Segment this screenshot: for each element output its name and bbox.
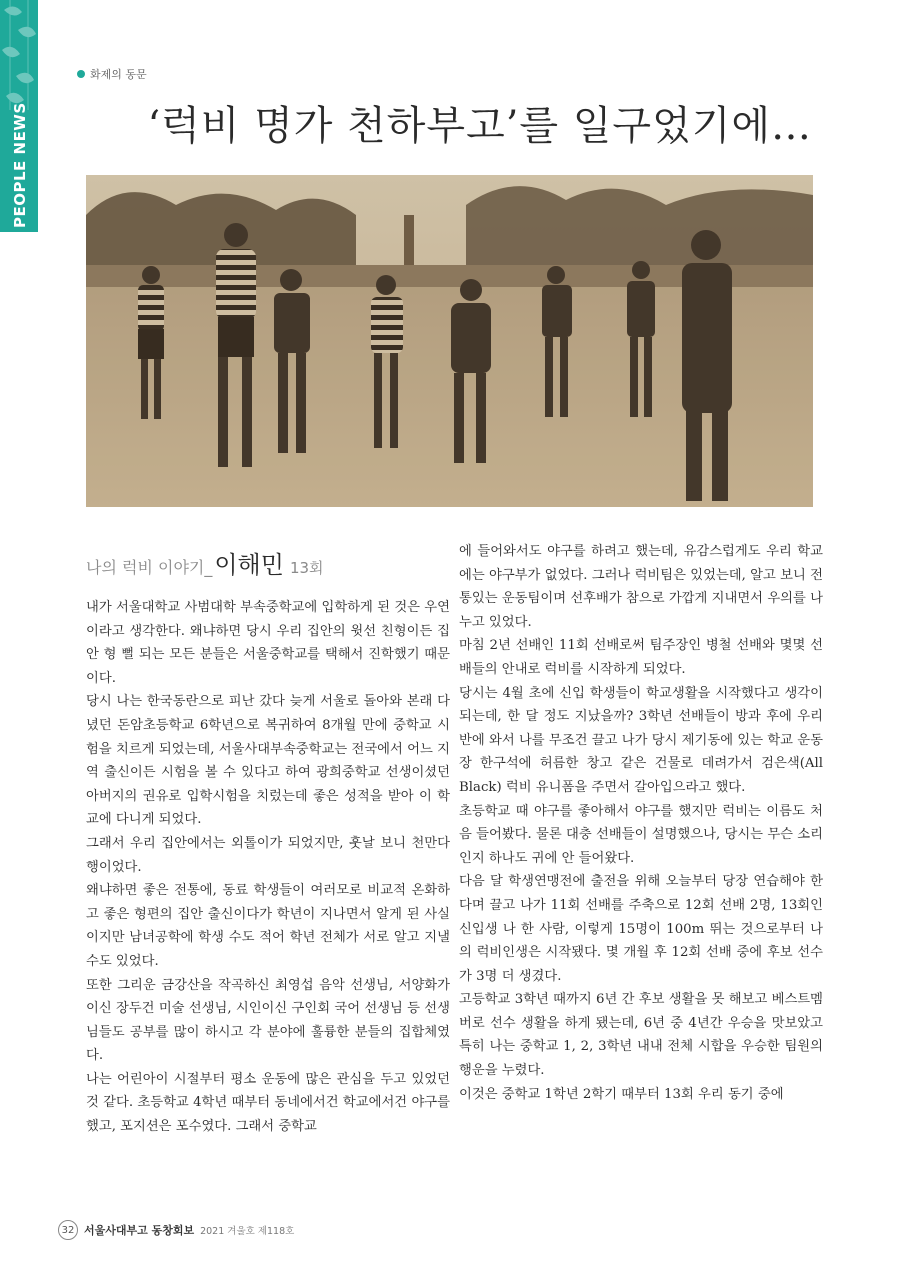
rugby-team-photo — [86, 175, 813, 507]
side-tab — [0, 0, 38, 232]
paragraph: 당시 나는 한국동란으로 피난 갔다 늦게 서울로 돌아와 본래 다녔던 돈암초등학교 6학년으로 복귀하여 8개월 만에 중학교 시험을 치르게 되었는데, 서울사대부속중학교는 전국에서 어느 지역 출신이든 시험을 볼 수 있다고 하여 광희중학교 선생이셨던 아버지의 권유로 입학시험을 치렀는데 좋은 성적을 받아 이 학교에 다니게 되었다. — [86, 694, 450, 828]
section-tag — [77, 66, 147, 82]
paragraph: 또한 그리운 금강산을 작곡하신 최영섭 음악 선생님, 서양화가이신 장두건 미술 선생님, 시인이신 구인회 국어 선생님 등 선생님들도 공부를 많이 하시고 각 분야에 훌륭한 분들의 집합체였다. — [86, 977, 450, 1064]
paragraph: 에 들어와서도 야구를 하려고 했는데, 유감스럽게도 우리 학교에는 야구부가 없었다. 그러나 럭비팀은 있었는데, 알고 보니 전통있는 운동팀이며 선후배가 참으로 가깝게 지내면서 우의를 나누고 있었다. — [459, 544, 823, 630]
bullet-dot-icon — [77, 70, 85, 78]
series-title: 나의 럭비 이야기_ — [86, 558, 213, 577]
headline: ‘럭비 명가 천하부고’를 일구었기에… — [147, 103, 812, 149]
article-column-right — [459, 540, 823, 1106]
author-name: 이해민 — [214, 551, 284, 579]
publication-name: 서울사대부고 동창회보 — [84, 1224, 195, 1237]
paragraph: 나는 어린아이 시절부터 평소 운동에 많은 관심을 두고 있었던 것 같다. 초등학교 4학년 때부터 동네에서건 학교에서건 야구를 했고, 포지션은 포수였다. 그래서 중학교 — [86, 1071, 450, 1135]
paragraph: 마침 2년 선배인 11회 선배로써 팀주장인 병철 선배와 몇몇 선배들의 안내로 럭비를 시작하게 되었다. — [459, 638, 823, 677]
paragraph: 다음 달 학생연맹전에 출전을 위해 오늘부터 당장 연습해야 한다며 끌고 나가 11회 선배를 주축으로 12회 선배 2명, 13회인 신입생 나 한 사람, 이렇게 15명이 100m 뛰는 것으로부터 나의 럭비인생은 시작됐다. 몇 개월 후 12회 선배 중에 후보 선수가 3명 더 생겼다. — [459, 874, 823, 984]
paragraph: 그래서 우리 집안에서는 외톨이가 되었지만, 훗날 보니 천만다행이었다. — [86, 835, 450, 875]
paragraph: 당시는 4월 초에 신입 학생들이 학교생활을 시작했다고 생각이 되는데, 한 달 정도 지났을까? 3학년 선배들이 방과 후에 우리 반에 와서 나를 무조건 끌고 나가 당시 제기동에 있는 학교 운동장 한구석에 허름한 창고 같은 건물로 데려가서 검은색(All Black) 럭비 유니폼을 주면서 갈아입으라고 했다. — [459, 685, 823, 795]
section-label: 화제의 동문 — [90, 68, 147, 81]
page-number: 32 — [58, 1220, 78, 1240]
paragraph: 초등학교 때 야구를 좋아해서 야구를 했지만 럭비는 이름도 처음 들어봤다. 물론 대충 선배들이 설명했으나, 당시는 무슨 소리인지 하나도 귀에 안 들어왔다. — [459, 803, 823, 866]
leaf-pattern-icon — [0, 0, 38, 110]
page-footer — [58, 1220, 294, 1240]
class-year: 13회 — [289, 559, 324, 577]
article-column-left — [86, 596, 450, 1139]
paragraph: 내가 서울대학교 사범대학 부속중학교에 입학하게 된 것은 우연이라고 생각한다. 왜냐하면 당시 우리 집안의 윗선 친형이든 집안 형 뻘 되는 모든 분들은 서울중학교를 택해서 진학했기 때문이다. — [86, 600, 450, 686]
paragraph: 이것은 중학교 1학년 2학기 때부터 13회 우리 동기 중에 — [459, 1086, 784, 1102]
paragraph: 왜냐하면 좋은 전통에, 동료 학생들이 여러모로 비교적 온화하고 좋은 형편의 집안 출신이다가 학년이 지나면서 알게 된 사실이지만 남녀공학에 학생 수도 적어 학년 전체가 서로 알고 지낼 수도 있었다. — [86, 883, 450, 969]
side-tab-label: PEOPLE NEWS — [11, 102, 29, 228]
byline — [86, 545, 324, 580]
issue-info: 2021 겨울호 제118호 — [200, 1226, 295, 1237]
paragraph: 고등학교 3학년 때까지 6년 간 후보 생활을 못 해보고 베스트멤버로 선수 생활을 하게 됐는데, 6년 중 4년간 우승을 맛보았고 특히 나는 중학교 1, 2, 3학년 내내 전체 시합을 우승한 팀원의 행운을 누렸다. — [459, 992, 823, 1079]
